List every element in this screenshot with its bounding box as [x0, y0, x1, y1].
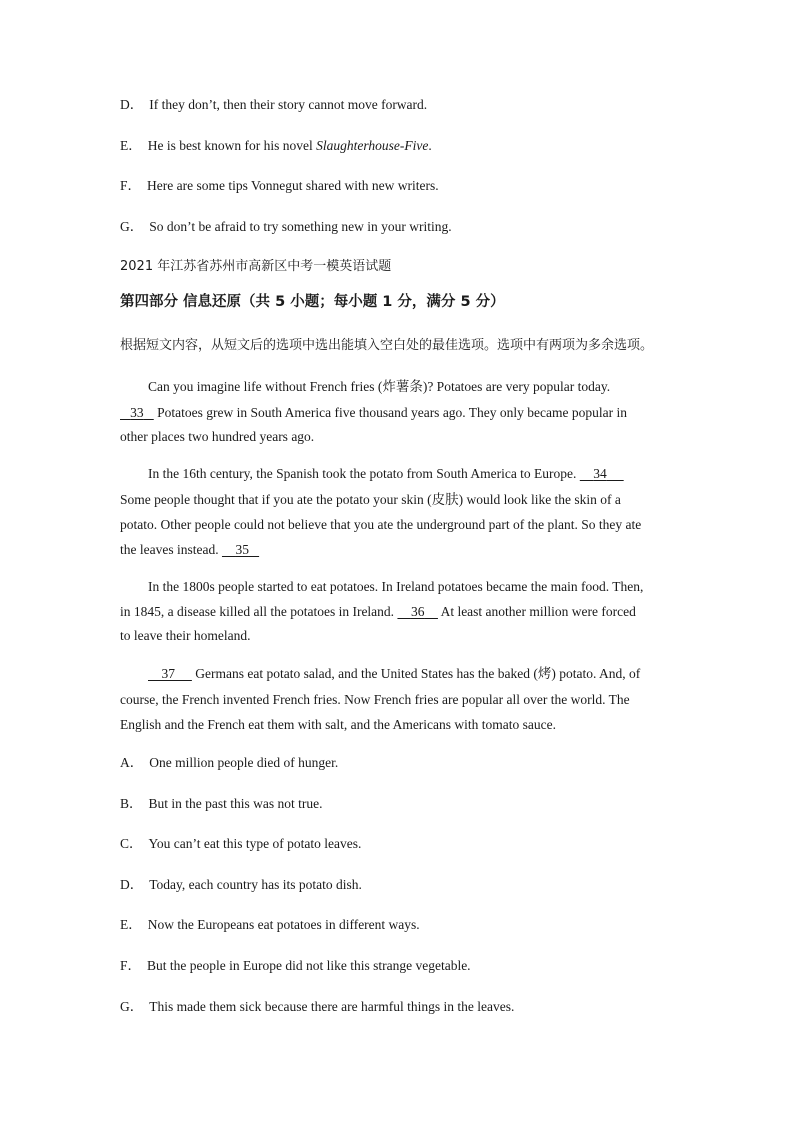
- section-heading: 第四部分 信息还原（共 5 小题；每小题 1 分，满分 5 分）: [120, 294, 505, 310]
- passage-p2-line3: potato. Other people could not believe that you ate the underground part of the plant. So they ate: [120, 517, 642, 532]
- option-letter: E．: [120, 917, 142, 932]
- blank-33: [120, 404, 154, 422]
- blank-number: 34: [593, 466, 607, 481]
- passage-p2-line1: [148, 465, 624, 483]
- option-letter: F．: [120, 958, 142, 973]
- option-e: [120, 916, 420, 934]
- option-d-top: [120, 96, 427, 114]
- option-letter: D．: [120, 877, 144, 892]
- option-g: [120, 998, 514, 1016]
- option-text: He is best known for his novel: [147, 138, 317, 153]
- blank-number: 36: [410, 604, 425, 619]
- option-text: One million people died of hunger.: [149, 755, 339, 770]
- passage-p2-line2: Some people thought that if you ate the potato your skin (皮肤) would look like the skin of a: [120, 492, 621, 507]
- passage-p4-line1: [148, 665, 640, 683]
- passage-text: In the 16th century, the Spanish took the potato from South America to Europe.: [148, 466, 580, 481]
- passage-text: the leaves instead.: [120, 542, 222, 557]
- option-text: Today, each country has its potato dish.: [149, 877, 362, 892]
- option-letter: F．: [120, 178, 142, 193]
- option-letter: E．: [120, 138, 142, 153]
- option-text: If they don’t, then their story cannot move forward.: [149, 97, 428, 112]
- option-text: Now the Europeans eat potatoes in different ways.: [147, 917, 420, 932]
- option-letter: A．: [120, 755, 144, 770]
- option-g-top: [120, 218, 452, 236]
- passage-p1-line3: other places two hundred years ago.: [120, 429, 315, 444]
- option-d: [120, 876, 362, 894]
- instruction-text: 根据短文内容，从短文后的选项中选出能填入空白处的最佳选项。选项中有两项为多余选项。: [120, 338, 654, 353]
- passage-p3-line2: [120, 603, 636, 621]
- option-letter: B．: [120, 796, 143, 811]
- option-letter: G．: [120, 219, 144, 234]
- option-e-top: [120, 137, 432, 155]
- option-text: But in the past this was not true.: [148, 796, 323, 811]
- option-text: Here are some tips Vonnegut shared with new writers.: [147, 178, 439, 193]
- option-text: You can’t eat this type of potato leaves.: [148, 836, 362, 851]
- option-text: This made them sick because there are harmful things in the leaves.: [149, 999, 515, 1014]
- passage-text: in 1845, a disease killed all the potatoes in Ireland.: [120, 604, 398, 619]
- option-text: But the people in Europe did not like this strange vegetable.: [147, 958, 471, 973]
- blank-36: [397, 603, 438, 621]
- passage-p1-line1: Can you imagine life without French fries (炸薯条)? Potatoes are very popular today.: [148, 379, 611, 394]
- option-letter: D．: [120, 97, 144, 112]
- blank-37: [148, 665, 192, 683]
- option-f: [120, 957, 471, 975]
- exam-title: 2021 年江苏省苏州市高新区中考一模英语试题: [120, 259, 392, 274]
- passage-text: Germans eat potato salad, and the United States has the baked (烤) potato. And, of: [191, 666, 641, 681]
- blank-number: 33: [130, 405, 144, 420]
- passage-p4-line3: English and the French eat them with salt, and the Americans with tomato sauce.: [120, 717, 557, 732]
- passage-p3-line1: In the 1800s people started to eat potatoes. In Ireland potatoes became the main food. Then,: [148, 579, 644, 594]
- novel-title: Slaughterhouse-Five: [316, 138, 429, 153]
- passage-p4-line2: course, the French invented French fries. Now French fries are popular all over the world. The: [120, 692, 630, 707]
- option-text-end: .: [428, 138, 432, 153]
- blank-34: [580, 465, 624, 483]
- passage-text: Potatoes grew in South America five thousand years ago. They only became popular in: [153, 405, 628, 420]
- option-b: [120, 795, 323, 813]
- option-f-top: [120, 177, 439, 195]
- option-c: [120, 835, 361, 853]
- option-letter: G．: [120, 999, 144, 1014]
- passage-p3-line3: to leave their homeland.: [120, 628, 251, 643]
- option-letter: C．: [120, 836, 143, 851]
- passage-p1-line2: [120, 404, 627, 422]
- blank-number: 35: [235, 542, 249, 557]
- option-text: So don’t be afraid to try something new in your writing.: [149, 219, 452, 234]
- passage-text: At least another million were forced: [437, 604, 636, 619]
- option-a: [120, 754, 338, 772]
- passage-p2-line4: [120, 541, 259, 559]
- blank-35: [222, 541, 259, 559]
- blank-number: 37: [161, 666, 175, 681]
